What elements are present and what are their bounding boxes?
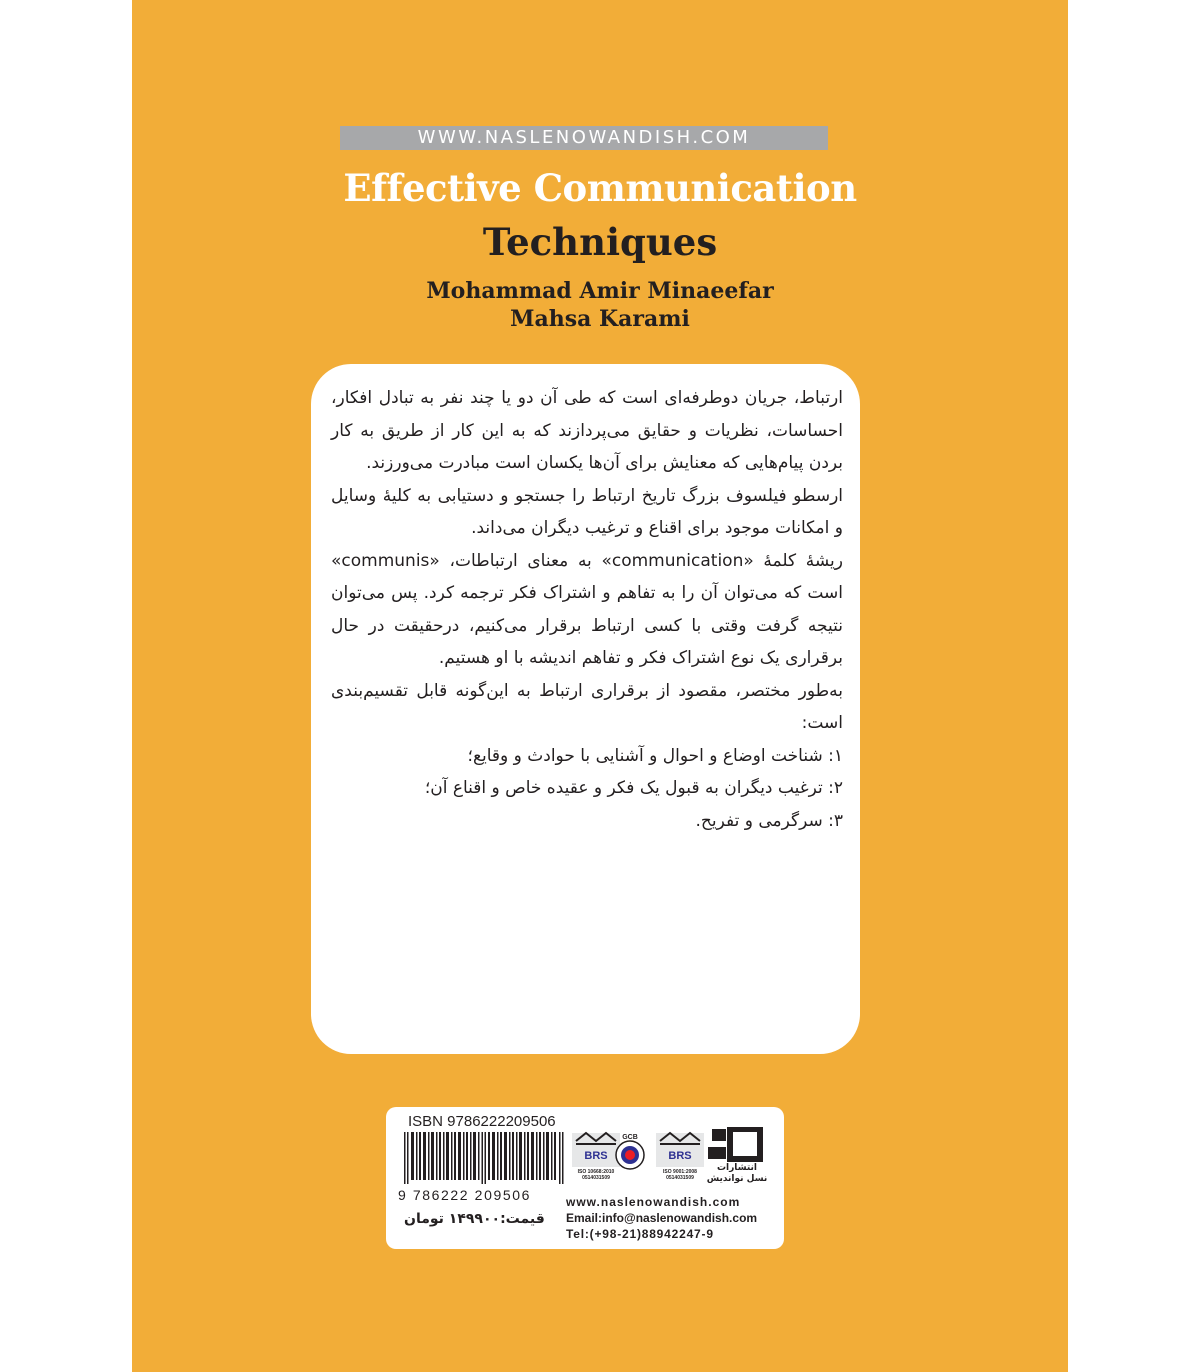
isbn-label	[386, 1107, 784, 1249]
author-name: Mahsa Karami	[510, 306, 690, 332]
gcb-seal-logo	[612, 1129, 648, 1179]
svg-text:BRS: BRS	[668, 1150, 692, 1162]
certificate-iso-text: ISO 9001:2008 0514031509	[663, 1169, 697, 1181]
blurb-paragraph: ارسطو فیلسوف بزرگ تاریخ ارتباط را جستجو و دستیابی به کلیهٔ وسایل و امکانات موجود برای اقناع و ترغیب دیگران می‌داند.	[331, 485, 843, 538]
publisher-phone: Tel:(+98-21)88942247-9	[566, 1227, 714, 1241]
barcode	[404, 1132, 564, 1184]
svg-text:BRS: BRS	[584, 1150, 608, 1162]
blurb-paragraph: ارتباط، جریان دوطرفه‌ای است که طی آن دو یا چند نفر به تبادل افکار، احساسات، نظریات و حقایق می‌پردازند که به این کار از طریق به کار بردن پیام‌هایی که معنایش برای آن‌ها یکسان است مبادرت می‌ورزند.	[331, 388, 843, 473]
website-banner: WWW.NASLENOWANDISH.COM	[340, 126, 828, 150]
isbn-number: ISBN 9786222209506	[408, 1113, 556, 1130]
publisher-name: انتشارات نسل نواندیش	[706, 1163, 768, 1184]
blurb-list-item: ۱: شناخت اوضاع و احوال و آشنایی با حوادث و وقایع؛	[467, 745, 843, 766]
price: قیمت:۱۴۹۹۰۰ تومان	[404, 1211, 545, 1227]
author-name: Mohammad Amir Minaeefar	[426, 278, 774, 304]
blurb-list-item: ۳: سرگرمی و تفریح.	[695, 810, 843, 831]
barcode-digits: 9 786222 209506	[398, 1187, 531, 1203]
certificate-iso-text: ISO 10668:2010 0514031509	[577, 1169, 615, 1181]
blurb-panel	[311, 364, 860, 1054]
blurb-paragraph: ریشهٔ کلمهٔ «communication» به معنای ارتباطات، «communis» است که می‌توان آن را به تفاهم و اشتراک فکر ترجمه کرد. پس می‌توان نتیجه گرفت وقتی با کسی ارتباط برقرار می‌کنیم، درحقیقت در حال برقراری یک نوع اشتراک فکر و تفاهم اندیشه با او هستیم.	[331, 550, 843, 668]
svg-text:GCB: GCB	[622, 1134, 638, 1141]
book-title-line-2: Techniques	[482, 220, 718, 264]
blurb-paragraph: به‌طور مختصر، مقصود از برقراری ارتباط به این‌گونه قابل تقسیم‌بندی است:	[331, 680, 843, 733]
publisher-website: www.naslenowandish.com	[566, 1195, 741, 1209]
blurb-list-item: ۲: ترغیب دیگران به قبول یک فکر و عقیده خاص و اقناع آن؛	[424, 778, 843, 798]
blurb-text	[331, 382, 843, 837]
book-title-line-1: Effective Communication	[343, 166, 857, 210]
publisher-email: Email:info@naslenowandish.com	[566, 1211, 758, 1225]
